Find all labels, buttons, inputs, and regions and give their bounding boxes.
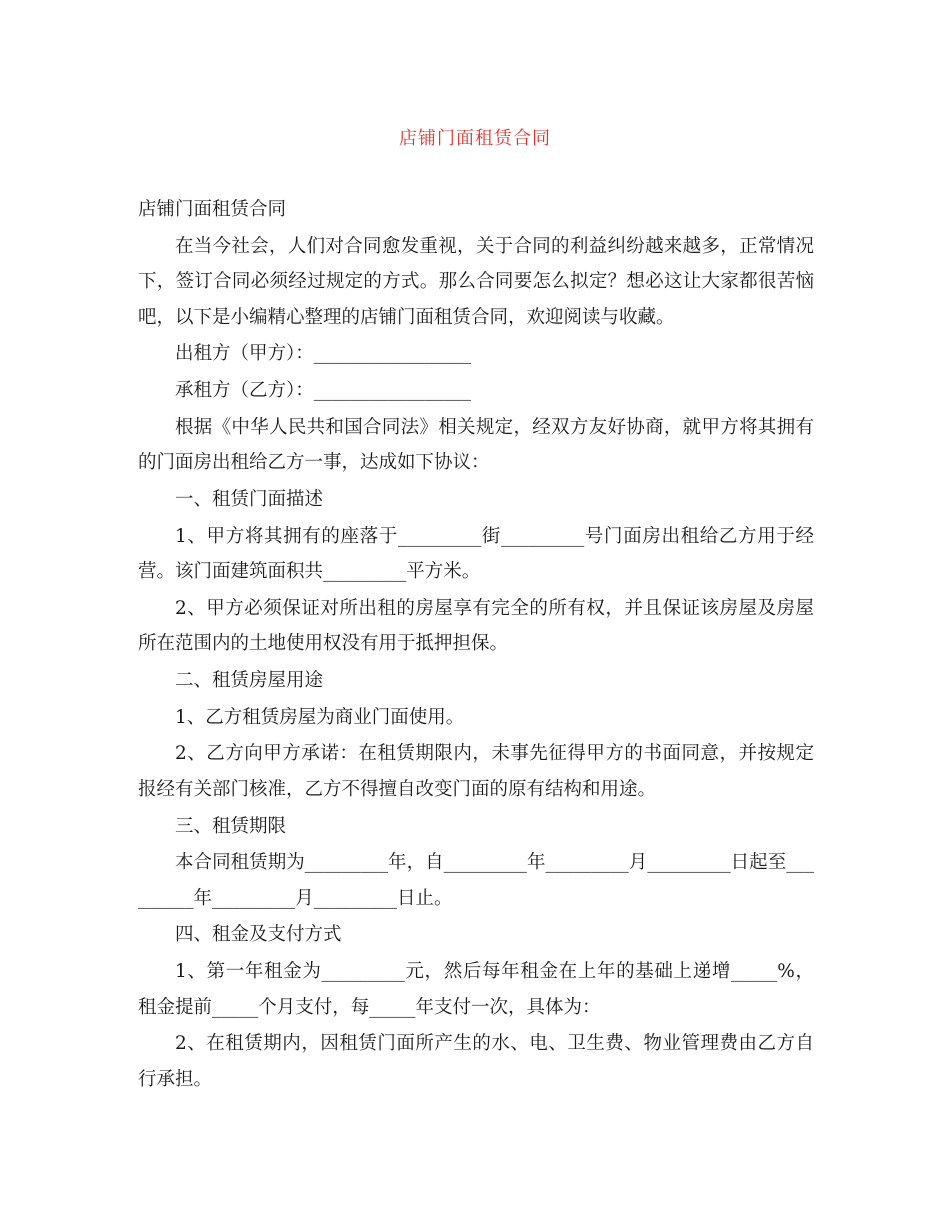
body-heading: 店铺门面租赁合同 <box>138 199 287 220</box>
intro-paragraph: 在当今社会，人们对合同愈发重视，关于合同的利益纠纷越来越多，正常情况下，签订合同必须经过规定的方式。那么合同要怎么拟定？想必这让大家都很苦恼吧，以下是小编精心整理的店铺门面租赁合同，欢迎阅读与收藏。 <box>138 235 814 328</box>
clause-4-1: 1、第一年租金为_________元，然后每年租金在上年的基础上递增_____%，租金提前_____个月支付，每_____年支付一次，具体为： <box>138 961 814 1018</box>
section-heading-1: 一、租赁门面描述 <box>175 488 324 510</box>
document-body <box>138 192 814 1099</box>
lessee-field: 承租方（乙方）：_________________ <box>175 380 472 402</box>
clause-2-1: 1、乙方租赁房屋为商业门面使用。 <box>175 706 465 728</box>
clause-1-2: 2、甲方必须保证对所出租的房屋享有完全的所有权，并且保证该房屋及房屋所在范围内的土地使用权没有用于抵押担保。 <box>138 597 814 655</box>
clause-4-2: 2、在租赁期内，因租赁门面所产生的水、电、卫生费、物业管理费由乙方自行承担。 <box>138 1033 814 1090</box>
clause-3-1: 本合同租赁期为_________年，自_________年_________月_________日起至_________年_________月_________日止。 <box>138 852 814 909</box>
clause-1-1: 1、甲方将其拥有的座落于_________街_________号门面房出租给乙方用于经营。该门面建筑面积共_________平方米。 <box>138 525 814 583</box>
section-heading-2: 二、租赁房屋用途 <box>175 670 324 691</box>
lessor-field: 出租方（甲方）：_________________ <box>175 343 472 365</box>
agreement-basis-paragraph: 根据《中华人民共和国合同法》相关规定，经双方友好协商，就甲方将其拥有的门面房出租给乙方一事，达成如下协议： <box>138 416 814 474</box>
clause-2-2: 2、乙方向甲方承诺：在租赁期限内，未事先征得甲方的书面同意，并按规定报经有关部门核准，乙方不得擅自改变门面的原有结构和用途。 <box>138 743 814 800</box>
document-title: 店铺门面租赁合同 <box>399 128 551 149</box>
section-heading-4: 四、租金及支付方式 <box>175 924 342 946</box>
section-heading-3: 三、租赁期限 <box>175 815 287 837</box>
